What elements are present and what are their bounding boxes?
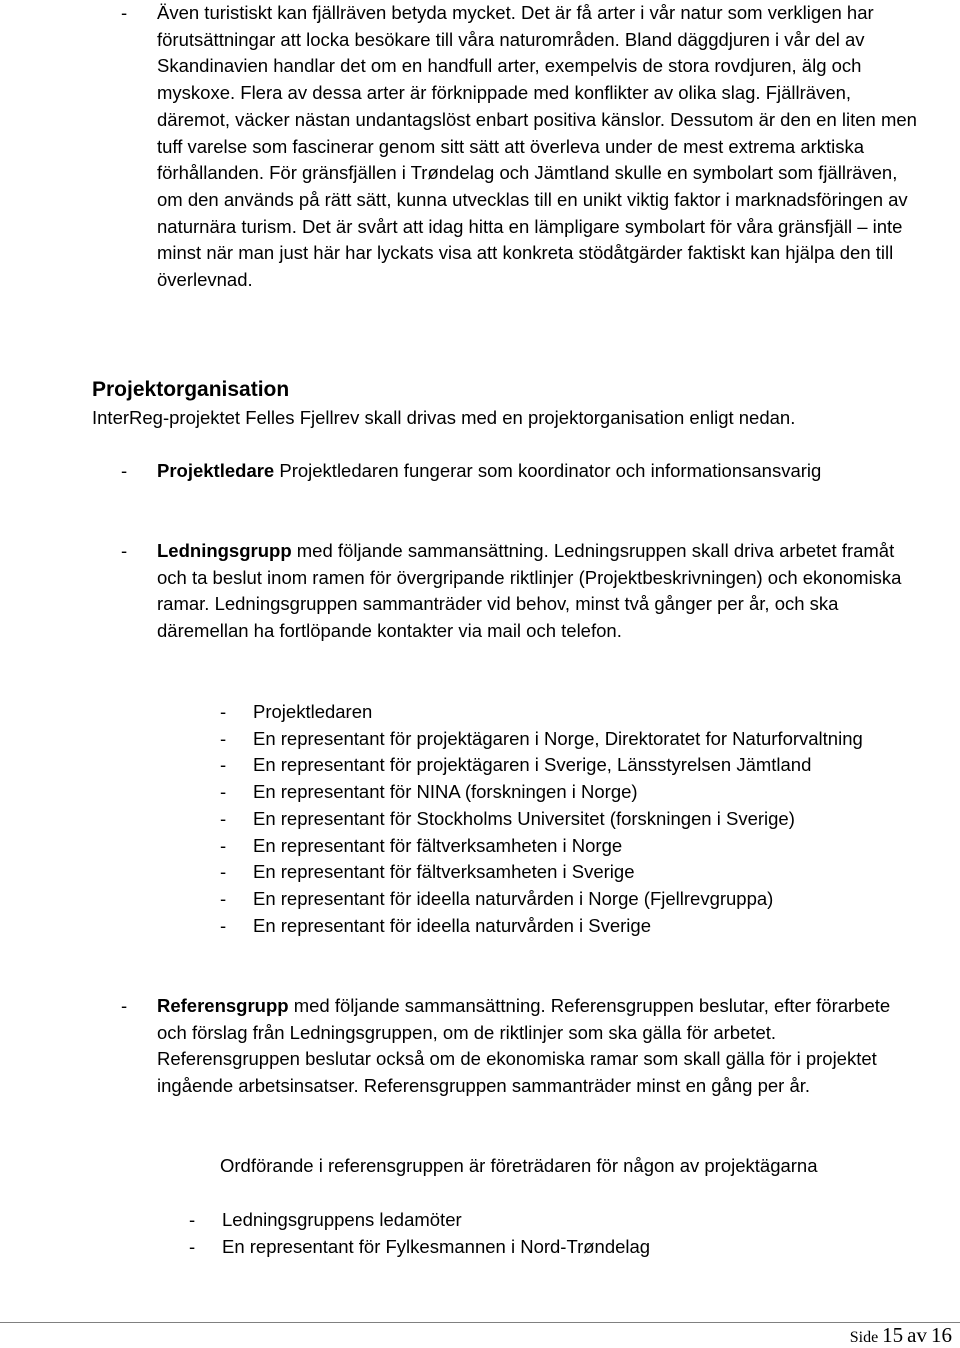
list-item [220,699,933,726]
projektledare-label: Projektledare [157,460,275,481]
ledningsgrupp-members-list [220,699,933,939]
member-text: Ledningsgruppens ledamöter [222,1209,462,1230]
bullet-dash: - [220,887,227,909]
member-text: En representant för fältverksamheten i Sverige [253,861,635,883]
bullet-dash: - [220,727,227,749]
bullet-dash: - [189,1235,196,1257]
list-item [189,1207,902,1234]
footer-divider [0,1322,960,1323]
member-text: En representant för ideella naturvården i Norge (Fjellrevgruppa) [253,887,774,909]
referensgrupp-chair: Ordförande i referensgruppen är företrädaren för någon av projektägarna [220,1155,818,1176]
top-bullet-paragraph [121,0,917,294]
member-text: En representant för projektägaren i Sverige, Länsstyrelsen Jämtland [253,754,812,776]
member-text: En representant för NINA (forskningen i Norge) [253,781,638,803]
ledningsgrupp-label: Ledningsgrupp [157,540,292,561]
bullet-dash: - [220,754,227,776]
list-item [220,859,933,886]
bullet-dash: - [220,781,227,803]
bullet-dash: - [121,540,128,561]
bullet-dash: - [220,701,227,722]
footer-side-label: Side [849,1329,879,1346]
footer-total-pages: 16 [931,1323,952,1347]
ledningsgrupp-text: med följande sammansättning. Ledningsruppen skall driva arbetet framåt och ta beslut inom ramen för övergripande riktlinjer (Projektbeskrivningen) och ekonomiska ramar. Ledningsgruppen sammanträder vid behov, minst två gånger per år, och ska däremellan ha fortlöpande kontakter via mail och telefon. [157,540,902,642]
bullet-dash: - [121,995,128,1016]
member-text: En representant för fältverksamheten i Norge [253,834,623,856]
referensgrupp-members-list [189,1207,902,1260]
top-paragraph-text: Även turistiskt kan fjällräven betyda mycket. Det är få arter i vår natur som verkligen har förutsättningar att locka besökare till våra naturområden. Bland däggdjuren i vår del av Skandinavien handlar det om en handfull arter, exempelvis de stora rovdjuren, älg och myskoxe. Flera av dessa arter är förknippade med konflikter av olika slag. Fjällräven, däremot, väcker nästan undantagslöst enbart positiva känslor. Dessutom är den en liten men tuff varelse som fascinerar genom sitt sätt att överleva under de mest extrema arktiska förhållanden. För gränsfjällen i Trøndelag och Jämtland skulle en symbolart som fjällräven, om den används på rätt sätt, kunna utvecklas till en unikt viktig faktor i marknadsföringen av naturnära turism. Det är svårt att idag hitta en lämpligare symbolart för våra gränsfjäll – inte minst när man just här har lyckats visa att konkreta stödåtgärder faktiskt kan hjälpa den till överlevnad. [157,2,917,291]
list-item [220,752,933,779]
list-item [220,833,933,860]
referensgrupp-label: Referensgrupp [157,995,289,1016]
bullet-dash: - [121,2,128,23]
bullet-dash: - [220,807,227,829]
bullet-dash: - [121,460,128,481]
ledningsgrupp-item [121,538,917,645]
footer-page-number: 15 [882,1323,904,1347]
list-item [220,913,933,940]
bullet-dash: - [220,834,227,856]
member-text: En representant för Stockholms Universitet (forskningen i Sverige) [253,807,795,829]
list-item [220,886,933,913]
member-text: En representant för projektägaren i Norge, Direktoratet for Naturforvaltning [253,727,863,749]
list-item [220,726,933,753]
member-text: En representant för ideella naturvården i Sverige [253,914,651,936]
referensgrupp-text: med följande sammansättning. Referensgruppen beslutar, efter förarbete och förslag från Ledningsgruppen, om de riktlinjer som ska gälla för arbetet. Referensgruppen beslutar också om de ekonomiska ramar som skall gälla för i projektet ingående arbetsinsatser. Referensgruppen sammanträder minst en gång per år. [157,995,891,1097]
member-text: En representant för Fylkesmannen i Nord-Trøndelag [222,1235,651,1257]
projektledare-item [121,458,917,485]
section-heading: Projektorganisation [92,378,290,401]
footer-of-label: av [907,1323,927,1347]
list-item [220,806,933,833]
list-item [220,779,933,806]
list-item [189,1234,902,1261]
bullet-dash: - [220,861,227,883]
referensgrupp-item [121,993,917,1100]
bullet-dash: - [189,1209,196,1230]
section-intro: InterReg-projektet Felles Fjellrev skall drivas med en projektorganisation enligt nedan. [92,407,796,428]
bullet-dash: - [220,914,227,936]
member-text: Projektledaren [253,701,373,722]
projektledare-text: Projektledaren fungerar som koordinator och informationsansvarig [274,460,822,481]
